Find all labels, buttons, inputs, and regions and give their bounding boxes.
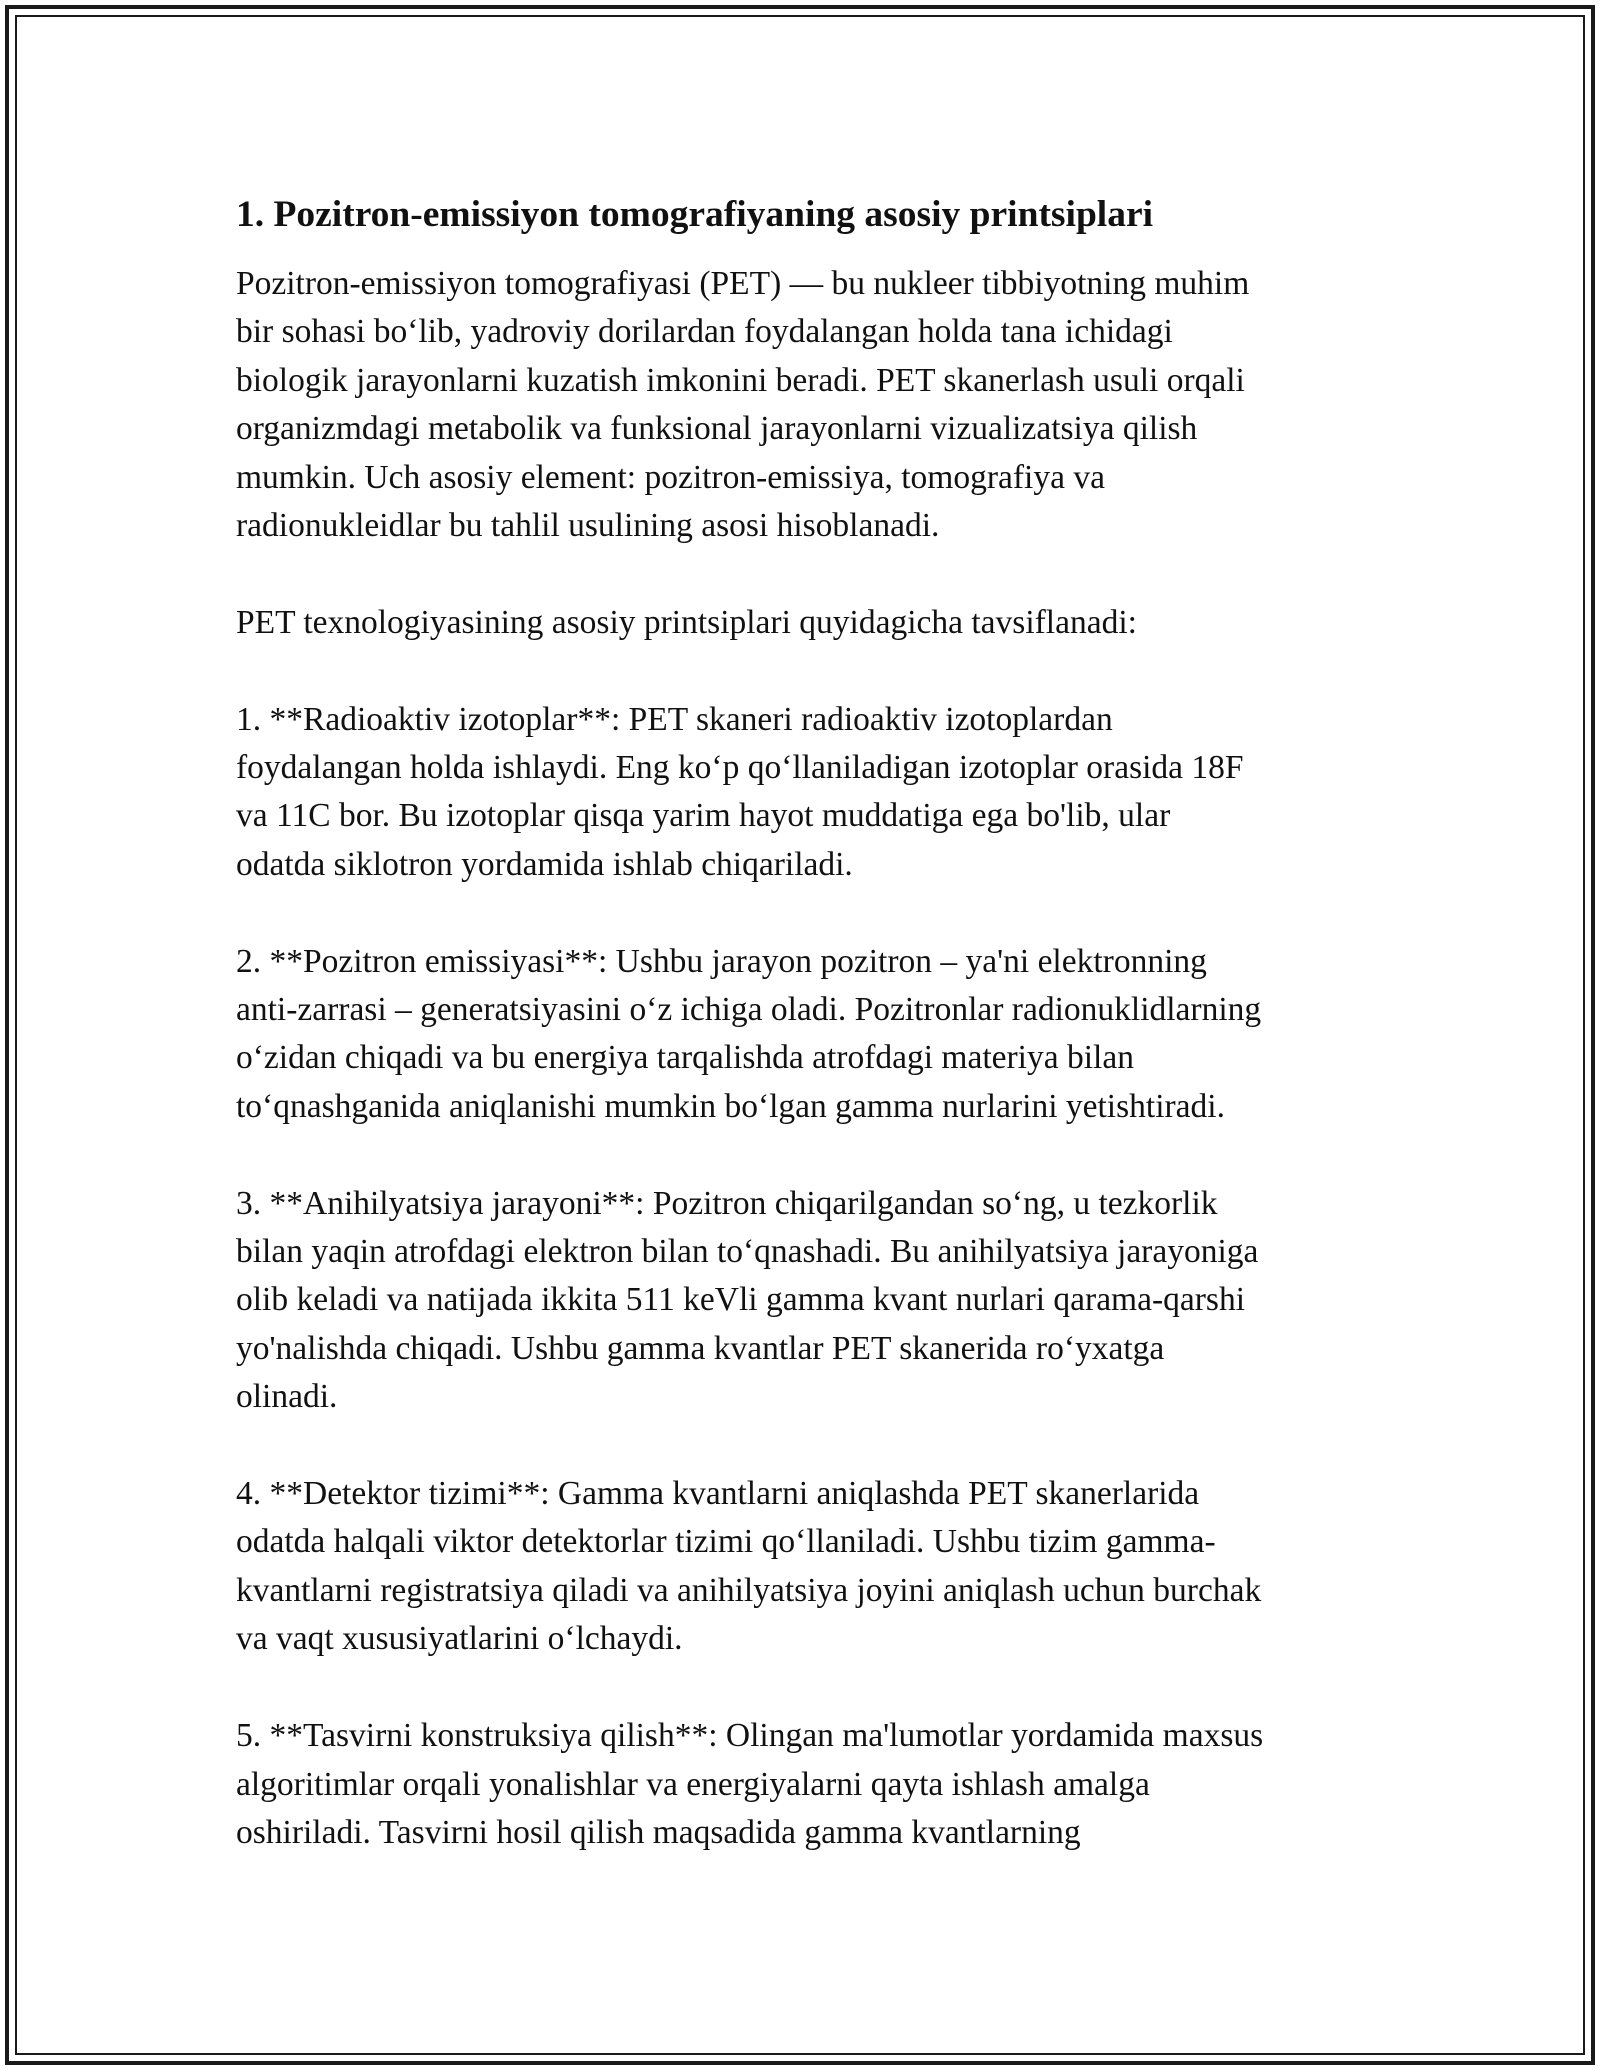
paragraph-gap [236, 1422, 1370, 1470]
paragraph-gap [236, 550, 1370, 598]
paragraph-gap [236, 647, 1370, 695]
section-heading: 1. Pozitron-emissiyon tomografiyaning asosiy printsiplari [236, 194, 1154, 235]
paragraph-gap [236, 1131, 1370, 1179]
paragraph-intro: Pozitron-emissiyon tomografiyasi (PET) — bu nukleer tibbiyotning muhim bir sohasi bo‘lib, yadroviy dorilardan foydalangan holda tana ichidagi biologik jarayonlarni kuzatish imkonini beradi. PET skanerlash usuli orqali organizmdagi metabolik va funksional jarayonlarni vizualizatsiya qilish mumkin. Uch asosiy element: pozitron-emissiya, tomografiya va radionukleidlar bu tahlil usulining asosi hisoblanadi. [236, 265, 1250, 545]
paragraph-principles-lead: PET texnologiyasining asosiy printsiplari quyidagicha tavsiflanadi: [236, 603, 1137, 641]
list-item-annihilation: 3. **Anihilyatsiya jarayoni**: Pozitron chiqarilgandan so‘ng, u tezkorlik bilan yaqin atrofdagi elektron bilan to‘qnashadi. Bu anihilyatsiya jarayoniga olib keladi va natijada ikkita 511 keVli gamma kvant nurlari qarama-qarshi yo'nalishda chiqadi. Ushbu gamma kvantlar PET skanerida ro‘yxatga olinadi. [236, 1184, 1259, 1416]
list-item-detector-system: 4. **Detektor tizimi**: Gamma kvantlarni aniqlashda PET skanerlarida odatda halqali viktor detektorlar tizimi qo‘llaniladi. Ushbu tizim gamma- kvantlarni registratsiya qiladi va anihilyatsiya joyini aniqlash uchun burchak va vaqt xususiyatlarini o‘lchaydi. [236, 1475, 1262, 1658]
list-item-radioactive-isotopes: 1. **Radioaktiv izotoplar**: PET skaneri radioaktiv izotoplardan foydalangan holda ishlaydi. Eng ko‘p qo‘llaniladigan izotoplar orasida 18F va 11C bor. Bu izotoplar qisqa yarim hayot muddatiga ega bo'lib, ular odatda siklotron yordamida ishlab chiqariladi. [236, 700, 1244, 883]
document-body [236, 188, 1370, 1857]
list-item-image-reconstruction: 5. **Tasvirni konstruksiya qilish**: Olingan ma'lumotlar yordamida maxsus algoritimlar orqali yonalishlar va energiyalarni qayta ishlash amalga oshiriladi. Tasvirni hosil qilish maqsadida gamma kvantlarning [236, 1717, 1264, 1851]
paragraph-gap [236, 1664, 1370, 1712]
paragraph-gap [236, 889, 1370, 937]
list-item-positron-emission: 2. **Pozitron emissiyasi**: Ushbu jarayon pozitron – ya'ni elektronning anti-zarrasi – generatsiyasini o‘z ichiga oladi. Pozitronlar radionuklidlarning o‘zidan chiqadi va bu energiya tarqalishda atrofdagi materiya bilan to‘qnashganida aniqlanishi mumkin bo‘lgan gamma nurlarini yetishtiradi. [236, 942, 1262, 1125]
